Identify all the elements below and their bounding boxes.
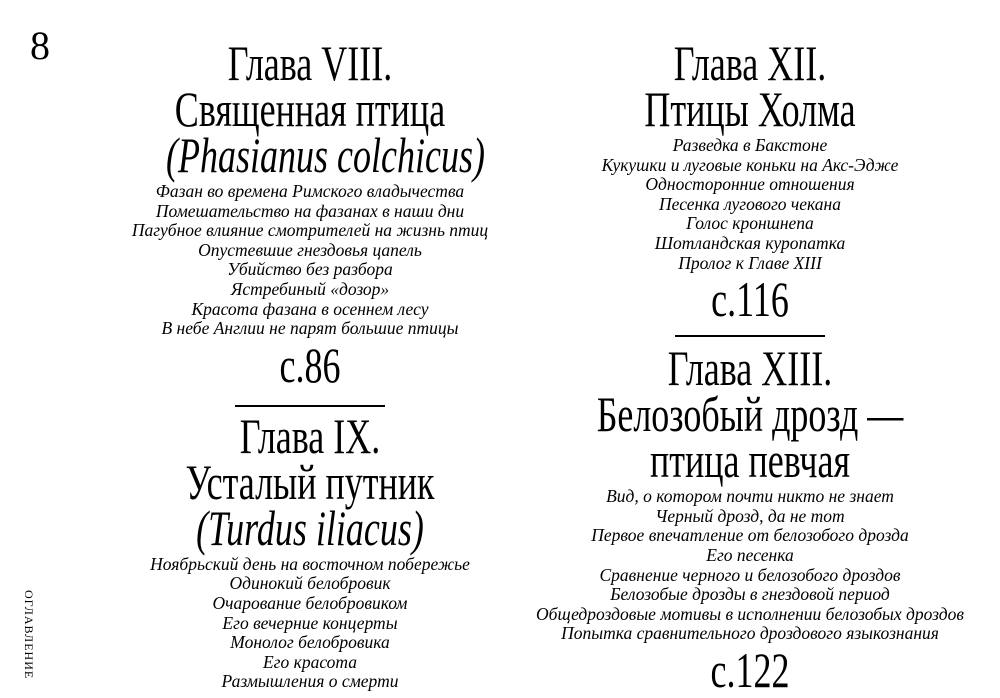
list-item: Шотландская куропатка <box>654 232 846 253</box>
chapter-12 <box>520 35 980 328</box>
list-item: Красота фазана в осеннем лесу <box>191 298 429 319</box>
list-item: Монолог белобровика <box>230 632 390 653</box>
list-item: Разведка в Бакстоне <box>672 135 828 155</box>
list-item: Голос кроншнепа <box>686 213 814 234</box>
divider <box>675 335 825 337</box>
list-item: Сравнение черного и белозобого дроздов <box>599 564 901 585</box>
chapter-9-latin-name: (Turdus iliacus) <box>196 499 424 556</box>
list-item: Общедроздовые мотивы в исполнении белозобых дроздов <box>536 603 964 624</box>
list-item: Вид, о котором почти никто не знает <box>606 486 894 507</box>
list-item: Одинокий белобровик <box>229 573 391 594</box>
list-item: Очарование белобровиком <box>212 592 408 613</box>
chapter-13-title-line-2: птица певчая <box>649 432 851 489</box>
list-item: Пагубное влияние смотрителей на жизнь птиц <box>131 220 489 241</box>
chapter-9-heading: Глава IX. <box>239 407 381 464</box>
list-item: Его песенка <box>706 544 794 565</box>
chapter-8 <box>110 35 510 393</box>
list-item: Черный дрозд, да не тот <box>655 505 845 526</box>
chapter-9-title: Усталый путник <box>185 453 435 510</box>
chapter-12-items <box>520 136 980 273</box>
list-item: В небе Англии не парят большие птицы <box>161 318 459 339</box>
list-item: Односторонние отношения <box>645 174 855 195</box>
chapter-12-title: Птицы Холма <box>644 81 856 137</box>
list-item: Песенка лугового чекана <box>659 193 841 214</box>
chapter-13-title-line-1: Белозобый дрозд — <box>596 386 904 443</box>
list-item: Попытка сравнительного дроздового языкознания <box>561 623 939 644</box>
divider <box>235 405 385 407</box>
right-column <box>520 35 980 698</box>
list-item: Размышления о смерти <box>221 671 399 692</box>
list-item: Фазан во времена Римского владычества <box>155 181 465 201</box>
list-item: Первое впечатление от белозобого дрозда <box>591 525 909 546</box>
list-item: Помешательство на фазанах в наши дни <box>155 200 465 221</box>
chapter-9-items <box>110 555 510 692</box>
chapter-8-heading: Глава VIII. <box>227 35 393 91</box>
list-item: Кукушки и луговые коньки на Акс-Эдже <box>601 154 899 175</box>
chapter-8-latin-name: (Phasianus colchicus) <box>166 127 485 183</box>
side-label-contents: ОГЛАВЛЕНИЕ <box>22 590 36 680</box>
chapter-8-page-ref: с.86 <box>279 336 341 393</box>
list-item: Ноябрьский день на восточном побережье <box>150 553 470 574</box>
list-item: Белозобые дрозды в гнездовой период <box>610 584 890 605</box>
chapter-8-items <box>110 182 510 339</box>
list-item: Ястребиный «дозор» <box>230 278 390 299</box>
list-item: Опустевшие гнездовья цапель <box>198 239 422 260</box>
list-item: Убийство без разбора <box>227 259 393 280</box>
chapter-13-items <box>520 487 980 644</box>
left-column <box>110 35 510 692</box>
list-item: Его вечерние концерты <box>222 612 398 633</box>
list-item: Его красота <box>262 651 357 672</box>
list-item: Пролог к Главе XIII <box>678 252 822 273</box>
chapter-13 <box>520 340 980 698</box>
chapter-8-title: Священная птица <box>174 81 446 137</box>
chapter-9 <box>110 407 510 692</box>
chapter-13-page-ref: с.122 <box>710 641 790 698</box>
chapter-12-page-ref: с.116 <box>711 271 789 328</box>
chapter-12-heading: Глава XII. <box>673 35 827 91</box>
page-number: 8 <box>30 23 50 68</box>
chapter-13-heading: Глава XIII. <box>667 340 833 397</box>
